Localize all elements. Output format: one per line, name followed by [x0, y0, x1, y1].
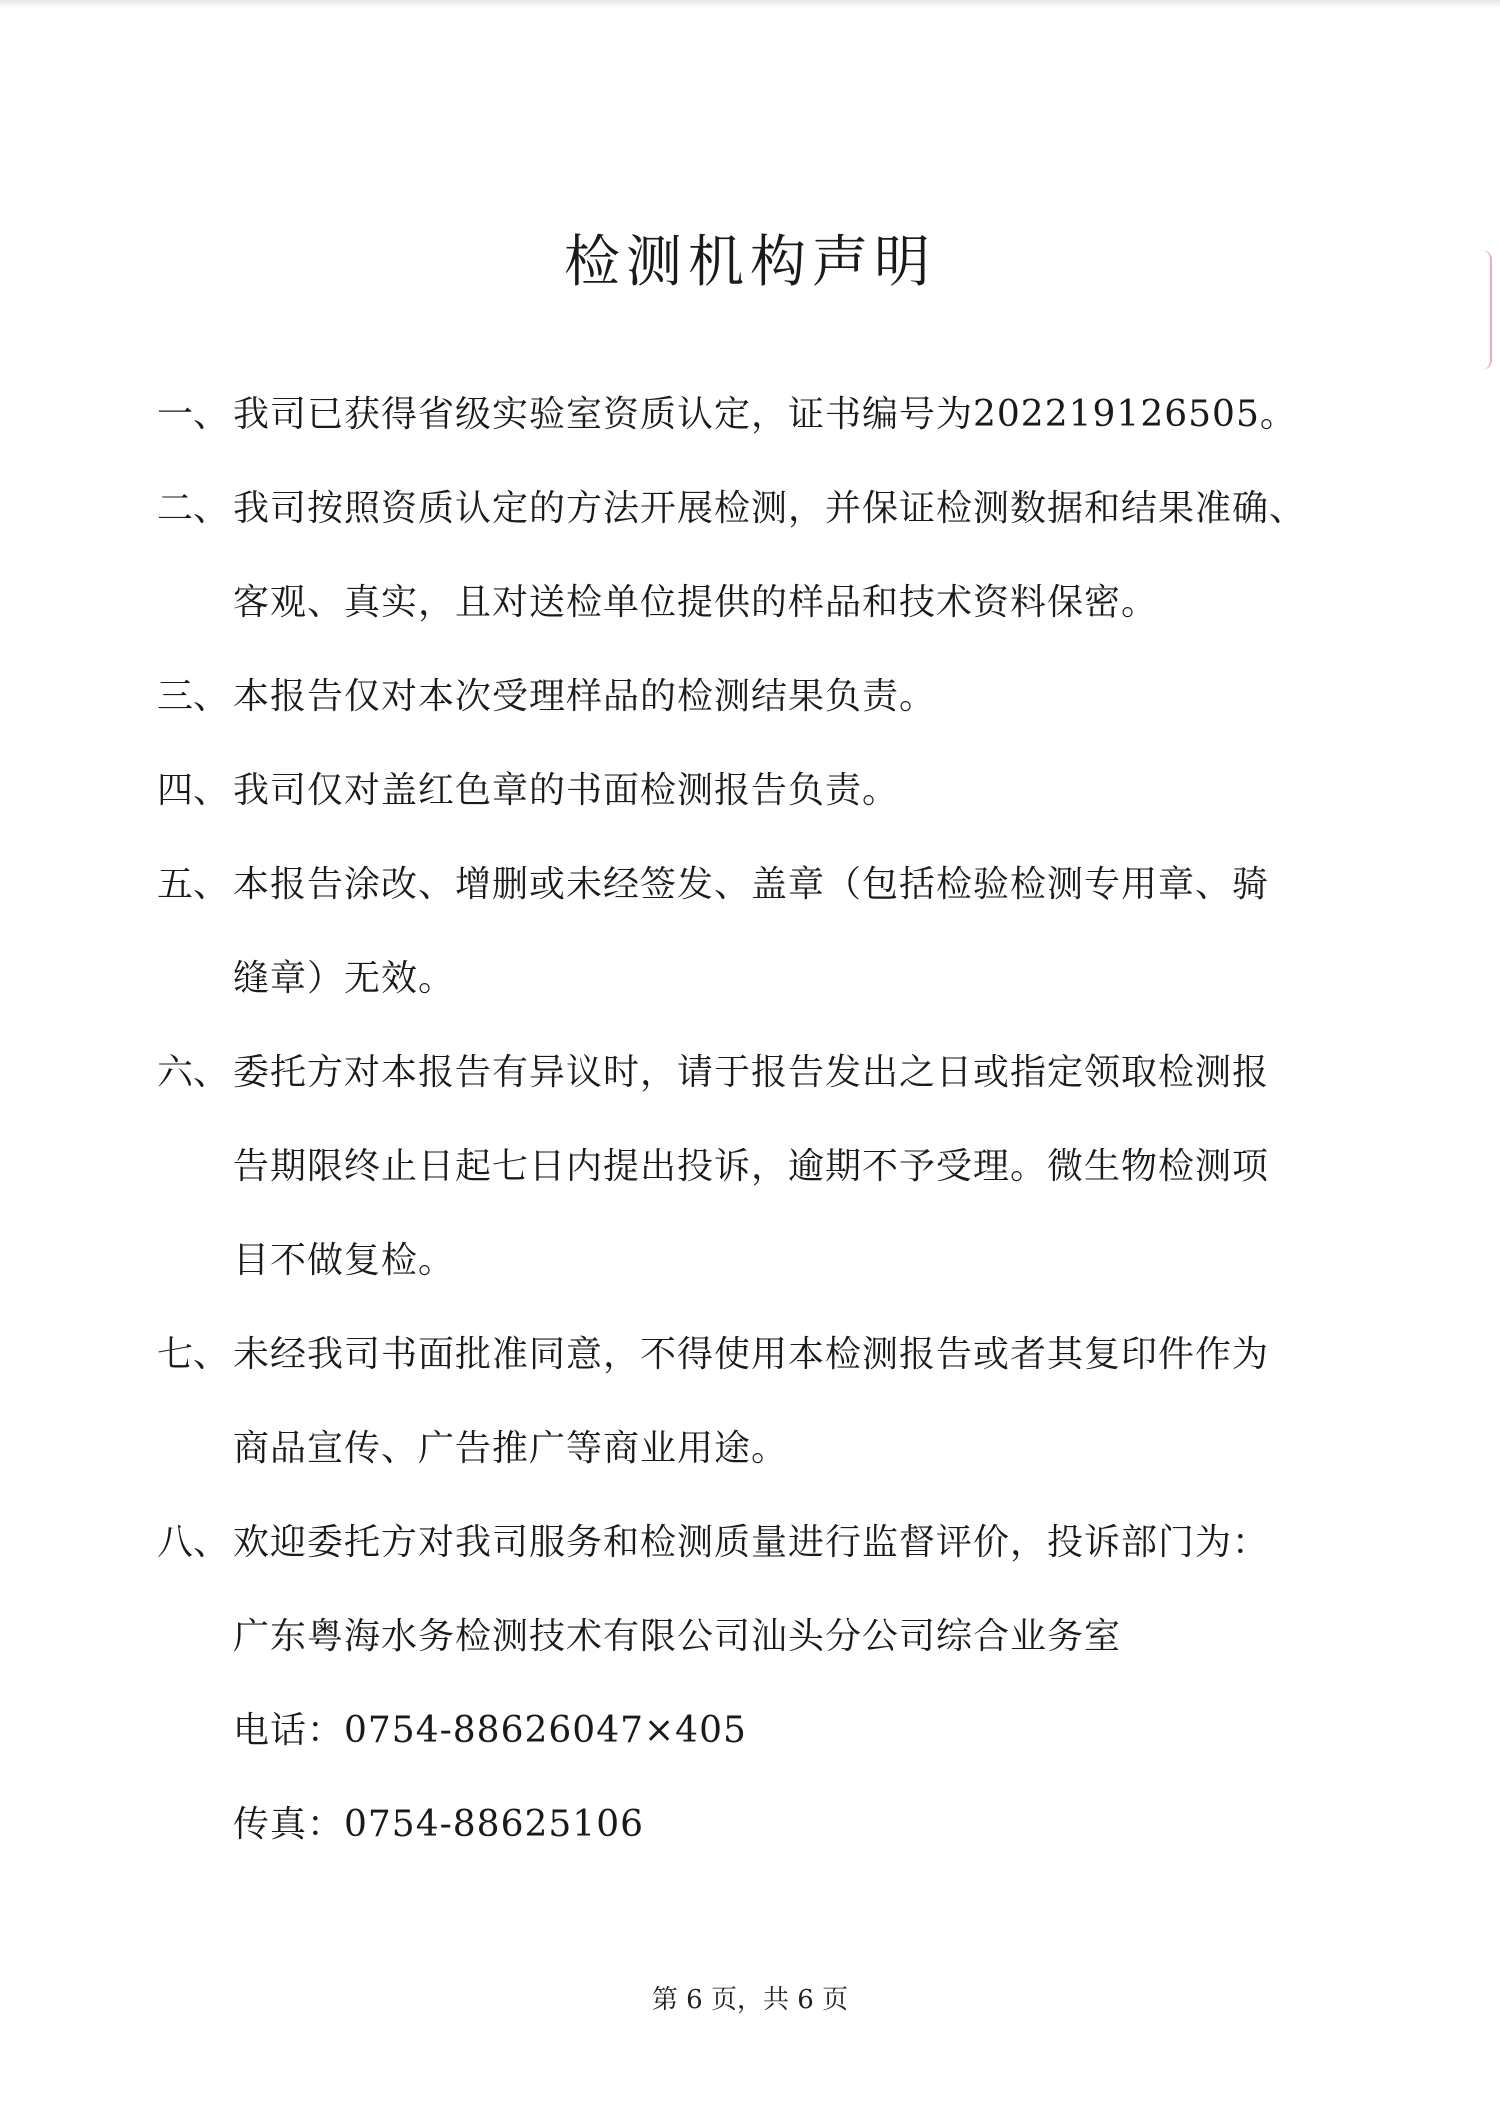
clause-text [233, 462, 1337, 650]
clause-number: 一、 [157, 394, 230, 435]
clause-number: 五、 [157, 864, 230, 905]
clause-text [233, 1308, 1337, 1496]
clause-4 [157, 744, 1337, 838]
page-number-footer: 第 6 页，共 6 页 [651, 1985, 849, 2015]
clause-8 [157, 1496, 1337, 1872]
clause-3 [157, 650, 1337, 744]
clause-line: 目不做复检。 [233, 1240, 456, 1281]
clause-line: 商品宣传、广告推广等商业用途。 [233, 1428, 789, 1469]
clause-7 [157, 1308, 1337, 1496]
clause-text [233, 650, 1337, 744]
clause-line: 告期限终止日起七日内提出投诉，逾期不予受理。微生物检测项 [233, 1146, 1270, 1187]
clause-text [233, 368, 1337, 462]
clause-number: 四、 [157, 770, 230, 811]
clause-line: 我司已获得省级实验室资质认定，证书编号为202219126505。 [233, 394, 1297, 435]
clause-number: 六、 [157, 1052, 230, 1093]
clause-line: 本报告仅对本次受理样品的检测结果负责。 [233, 676, 937, 717]
clause-line: 委托方对本报告有异议时，请于报告发出之日或指定领取检测报 [233, 1052, 1270, 1093]
clause-text [233, 1496, 1337, 1872]
clause-5 [157, 838, 1337, 1026]
clause-2 [157, 462, 1337, 650]
clause-number: 三、 [157, 676, 230, 717]
clause-number: 二、 [157, 488, 230, 529]
scan-top-edge [0, 0, 1500, 8]
clause-text [233, 838, 1337, 1026]
clause-line: 本报告涂改、增删或未经签发、盖章（包括检验检测专用章、骑 [233, 864, 1270, 905]
complaint-department: 广东粤海水务检测技术有限公司汕头分公司综合业务室 [233, 1616, 1122, 1657]
clause-list [157, 368, 1337, 1872]
clause-text [233, 744, 1337, 838]
clause-1 [157, 368, 1337, 462]
clause-line: 缝章）无效。 [233, 958, 456, 999]
clause-text [233, 1026, 1337, 1308]
page-title: 检测机构声明 [564, 230, 936, 295]
clause-number: 八、 [157, 1522, 230, 1563]
clause-6 [157, 1026, 1337, 1308]
clause-line: 客观、真实，且对送检单位提供的样品和技术资料保密。 [233, 582, 1159, 623]
clause-line: 欢迎委托方对我司服务和检测质量进行监督评价，投诉部门为： [233, 1522, 1270, 1563]
clause-line: 我司仅对盖红色章的书面检测报告负责。 [233, 770, 900, 811]
contact-fax: 传真：0754-88625106 [233, 1804, 645, 1845]
clause-number: 七、 [157, 1334, 230, 1375]
clause-line: 未经我司书面批准同意，不得使用本检测报告或者其复印件作为 [233, 1334, 1270, 1375]
clause-line: 我司按照资质认定的方法开展检测，并保证检测数据和结果准确、 [233, 488, 1307, 529]
contact-phone: 电话：0754-88626047×405 [233, 1710, 747, 1751]
